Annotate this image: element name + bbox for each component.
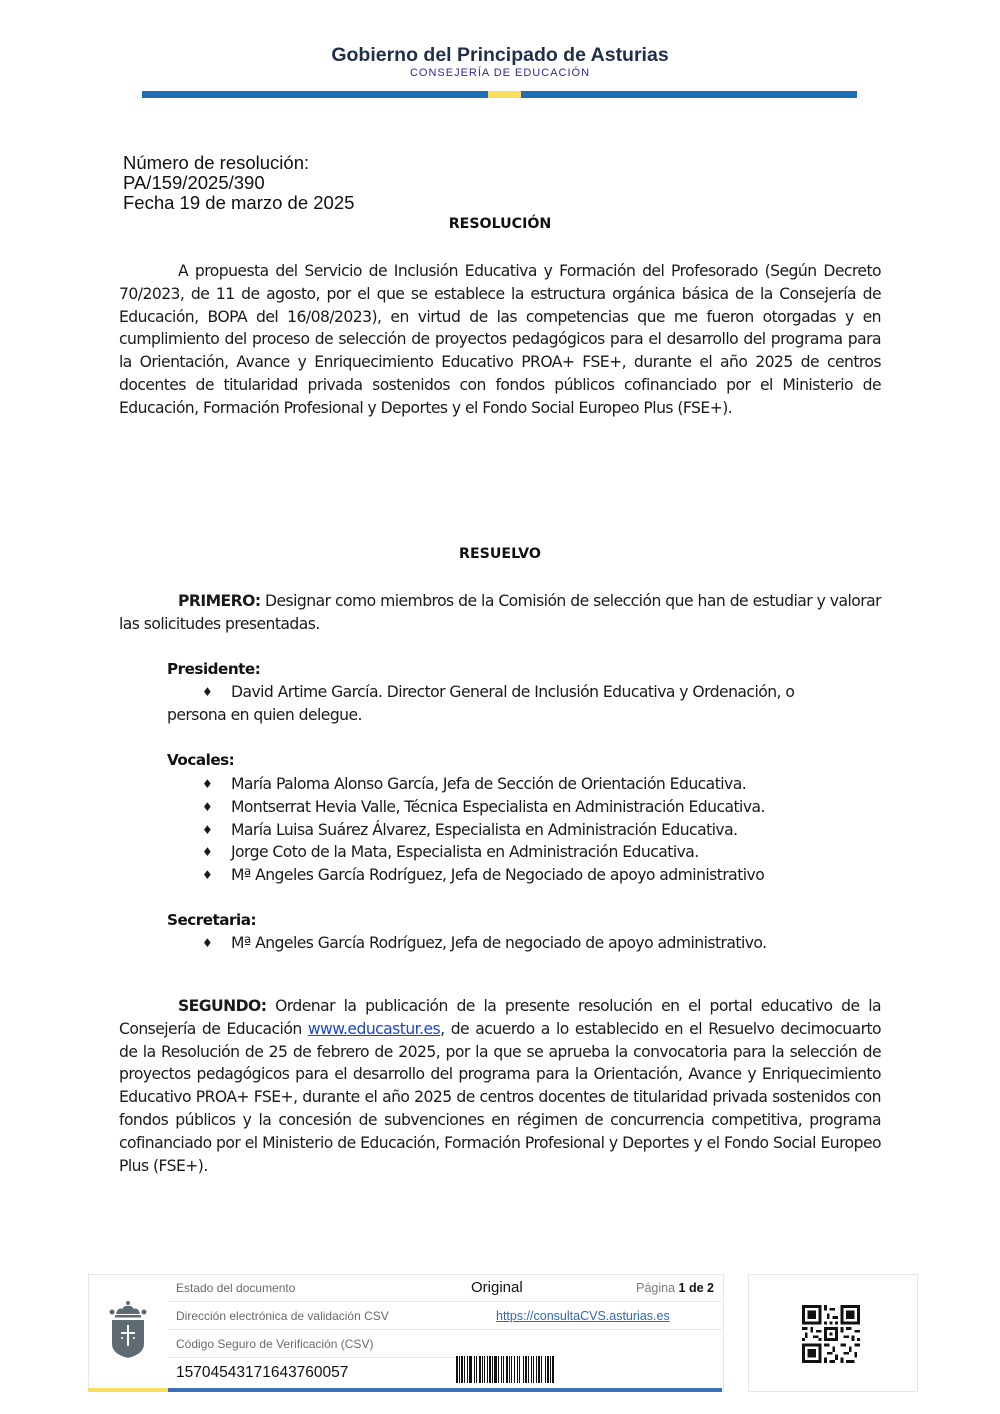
qr-box [748, 1274, 918, 1392]
diamond-bullet-icon: ♦ [202, 936, 213, 950]
list-item: ♦ David Artime García. Director General de Inclusión Educativa y Ordenación, o [167, 681, 867, 704]
vocales-list [167, 773, 867, 887]
intro-paragraph [119, 260, 881, 420]
intro-text: A propuesta del Servicio de Inclusión Educativa y Formación del Profesorado (Según Decreto 70/2023, de 11 de agosto, por el que se establece la estructura orgánica básica de la Consejería de Educación, BOPA del 16/08/2023), en virtud de las competencias que me fueron otorgadas y en cumplimiento del proceso de selección de proyectos pedagógicos para el desarrollo del programa para la Orientación, Avance y Enriquecimiento Educativo PROA+ FSE+, durante el año 2025 de centros docentes de titularidad privada sostenidos con fondos públicos cofinanciado por el Ministerio de Educación, Formación Profesional y Deportes y el Fondo Social Europeo Plus (FSE+). [119, 262, 881, 417]
list-item: ♦ Mª Angeles García Rodríguez, Jefa de negociado de apoyo administrativo. [167, 932, 867, 955]
asturias-coat-of-arms-icon [108, 1300, 148, 1360]
vocales-label: Vocales: [167, 751, 235, 769]
document-status-row [168, 1274, 722, 1302]
csv-validation-footer [88, 1274, 918, 1392]
document-title: RESOLUCIÓN [448, 216, 552, 232]
footer-gold-bar [88, 1388, 168, 1392]
document-status-value: Original [471, 1279, 523, 1296]
resolution-number: PA/159/2025/390 [123, 172, 265, 193]
diamond-bullet-icon: ♦ [202, 822, 213, 837]
resolution-metadata [123, 153, 354, 213]
csv-url-row [168, 1302, 722, 1330]
president-list [167, 681, 867, 727]
header-gold-segment [488, 91, 521, 98]
barcode-icon [456, 1356, 642, 1383]
diamond-bullet-icon: ♦ [202, 777, 213, 791]
csv-code-row [168, 1330, 528, 1358]
government-title: Gobierno del Principado de Asturias [331, 44, 669, 66]
resolution-number-label: Número de resolución: [123, 152, 310, 173]
list-item: ♦ Montserrat Hevia Valle, Técnica Especialista en Administración Educativa. [167, 796, 867, 819]
qr-code-icon [802, 1305, 860, 1363]
page-indicator: Página 1 de 2 [636, 1281, 714, 1295]
list-item: ♦ María Luisa Suárez Álvarez, Especialista en Administración Educativa. [167, 819, 867, 842]
list-item-continuation: persona en quien delegue. [167, 705, 362, 724]
department-subtitle: CONSEJERÍA DE EDUCACIÓN [409, 67, 591, 79]
page-current: 1 [678, 1281, 686, 1295]
header-color-bar [142, 91, 857, 98]
diamond-bullet-icon: ♦ [202, 868, 213, 883]
diamond-bullet-icon: ♦ [202, 799, 213, 814]
primero-text: Designar como miembros de la Comisión de selección que han de estudiar y valorar las solicitudes presentadas. [119, 592, 881, 633]
resolution-date: Fecha 19 de marzo de 2025 [123, 192, 355, 213]
diamond-bullet-icon: ♦ [202, 845, 213, 860]
list-item: ♦ María Paloma Alonso García, Jefa de Sección de Orientación Educativa. [167, 773, 867, 796]
list-item: ♦ Jorge Coto de la Mata, Especialista en Administración Educativa. [167, 841, 867, 864]
list-item: ♦ Mª Angeles García Rodríguez, Jefa de Negociado de apoyo administrativo [167, 864, 867, 887]
secretaria-list [167, 932, 867, 955]
document-status-label: Estado del documento [176, 1281, 296, 1295]
educastur-link[interactable]: www.educastur.es [307, 1019, 441, 1038]
diamond-bullet-icon: ♦ [202, 685, 213, 699]
secretaria-label: Secretaria: [167, 911, 257, 929]
csv-code-value: 15704543171643760057 [176, 1364, 349, 1381]
segundo-paragraph [119, 995, 881, 1177]
segundo-text-2: , de acuerdo a lo establecido en el Resuelvo decimocuarto de la Resolución de 25 de febrero de 2025, por la que se aprueba la convocatoria para la selección de proyectos pedagógicos para el desarrollo del programa para la Orientación, Avance y Enriquecimiento Educativo PROA+ FSE+, durante el año 2025 de centros docentes de titularidad privada sostenidos con fondos públicos y la concesión de subvenciones en régimen de concurrencia competitiva, programa cofinanciado por el Ministerio de Educación, Formación Profesional y Deportes y el Fondo Social Europeo Plus (FSE+). [119, 1019, 882, 1175]
footer-blue-bar [168, 1388, 722, 1392]
primero-paragraph [119, 590, 881, 636]
segundo-label: SEGUNDO: [178, 997, 267, 1015]
president-label: Presidente: [167, 660, 261, 678]
resuelvo-heading: RESUELVO [459, 546, 541, 562]
segundo-text-1: Ordenar la publicación de la presente resolución en el portal educativo de la Consejería de Educación [119, 997, 881, 1038]
primero-label: PRIMERO: [178, 592, 261, 610]
csv-validation-link[interactable]: https://consultaCVS.asturias.es [496, 1309, 670, 1323]
page-total: 2 [707, 1281, 714, 1295]
csv-code-label: Código Seguro de Verificación (CSV) [176, 1337, 374, 1351]
csv-url-label: Dirección electrónica de validación CSV [176, 1309, 389, 1323]
footer-spacer [722, 1274, 749, 1390]
